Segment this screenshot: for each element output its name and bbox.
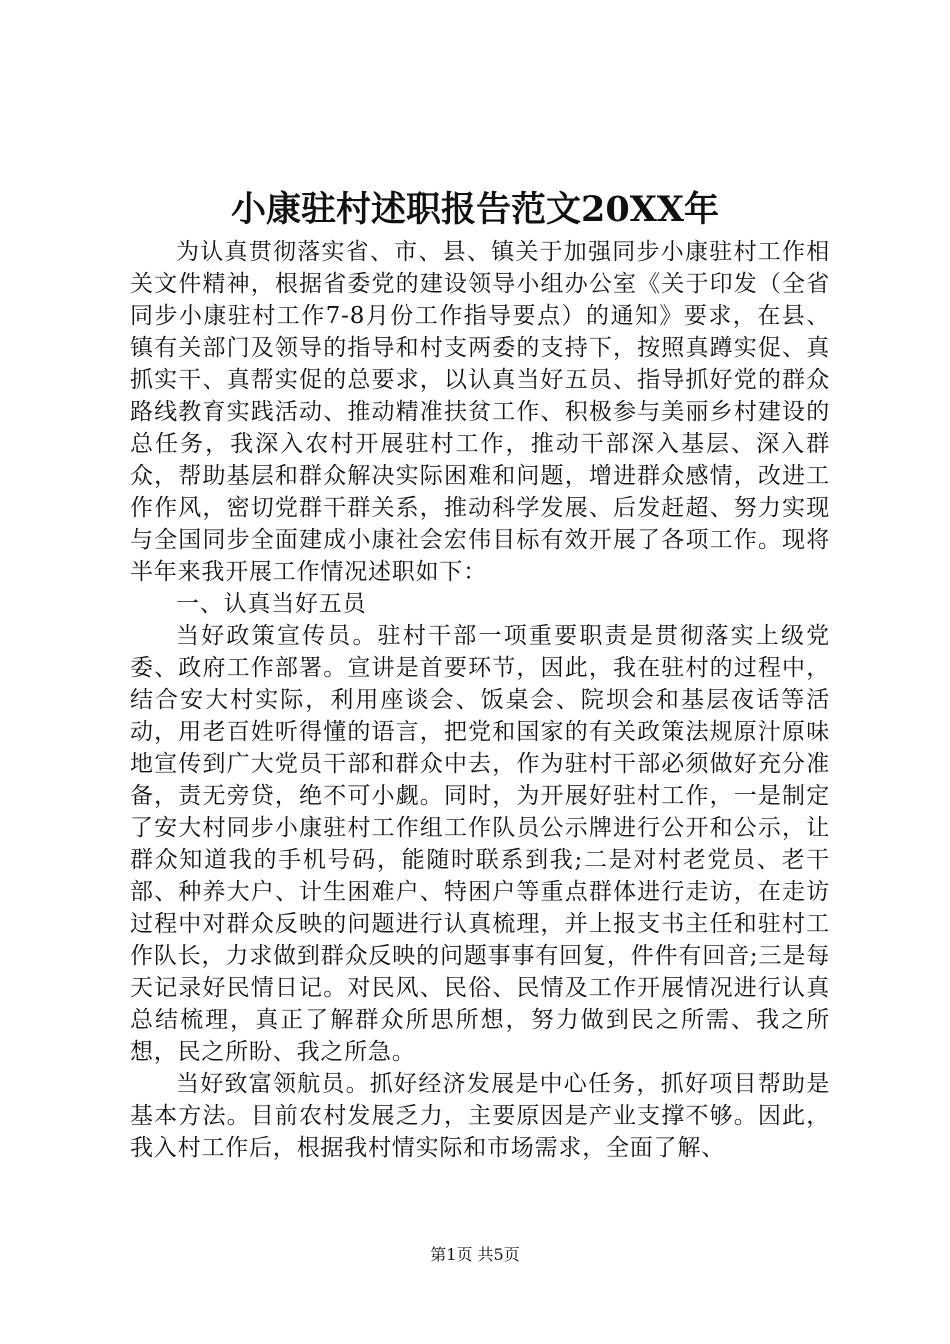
- paragraph-intro: 为认真贯彻落实省、市、县、镇关于加强同步小康驻村工作相关文件精神，根据省委党的建设领导小组办公室《关于印发（全省同步小康驻村工作7-8月份工作指导要点）的通知》要求，在县、镇有关部门及领导的指导和村支两委的支持下，按照真蹲实促、真抓实干、真帮实促的总要求，以认真当好五员、指导抓好党的群众路线教育实践活动、推动精准扶贫工作、积极参与美丽乡村建设的总任务，我深入农村开展驻村工作，推动干部深入基层、深入群众，帮助基层和群众解决实际困难和问题，增进群众感情，改进工作作风，密切党群干群关系，推动科学发展、后发赶超、努力实现与全国同步全面建成小康社会宏伟目标有效开展了各项工作。现将半年来我开展工作情况述职如下：: [130, 239, 830, 585]
- document-body: [130, 236, 830, 1164]
- section-heading: 一、认真当好五员: [176, 591, 367, 617]
- paragraph-economy: 当好致富领航员。抓好经济发展是中心任务，抓好项目帮助是基本方法。目前农村发展乏力，主要原因是产业支撑不够。因此，我入村工作后，根据我村情实际和市场需求，全面了解、: [130, 1071, 830, 1161]
- page-footer: 第1页 共5页: [430, 1245, 520, 1264]
- paragraph-policy: 当好政策宣传员。驻村干部一项重要职责是贯彻落实上级党委、政府工作部署。宣讲是首要环节，因此，我在驻村的过程中，结合安大村实际，利用座谈会、饭桌会、院坝会和基层夜话等活动，用老百姓听得懂的语言，把党和国家的有关政策法规原汁原味地宣传到广大党员干部和群众中去，作为驻村干部必须做好充分准备，责无旁贷，绝不可小觑。同时，为开展好驻村工作，一是制定了安大村同步小康驻村工作组工作队员公示牌进行公开和公示，让群众知道我的手机号码，能随时联系到我;二是对村老党员、老干部、种养大户、计生困难户、特困户等重点群体进行走访，在走访过程中对群众反映的问题进行认真梳理，并上报支书主任和驻村工作队长，力求做到群众反映的问题事事有回复，件件有回音;三是每天记录好民情日记。对民风、民俗、民情及工作开展情况进行认真总结梳理，真正了解群众所思所想，努力做到民之所需、我之所想，民之所盼、我之所急。: [130, 623, 830, 1065]
- page-title: 小康驻村述职报告范文20XX年: [230, 189, 720, 230]
